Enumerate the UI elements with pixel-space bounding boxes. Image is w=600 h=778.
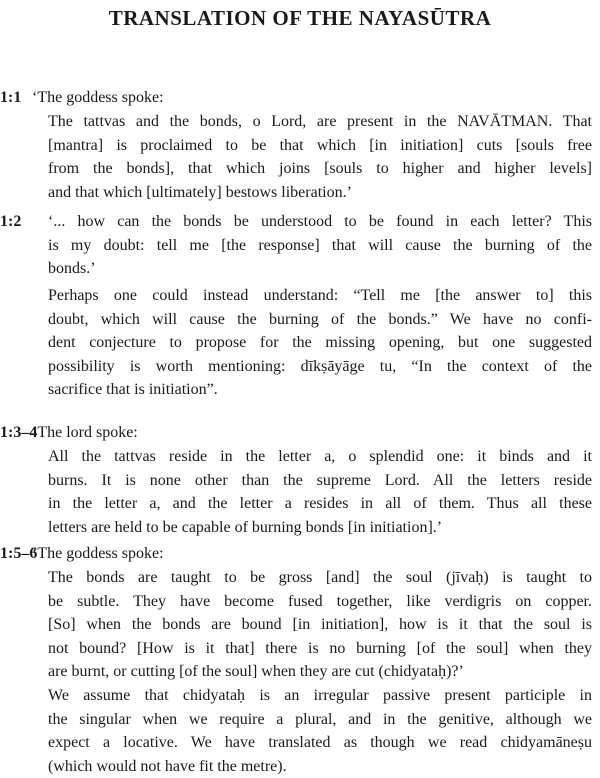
text-line: ‘... how can the bonds be understood to be found in each letter? This <box>48 210 592 234</box>
text-line: burns. It is none other than the supreme Lord. All the letters reside <box>48 469 592 493</box>
verse-ref: 1:2 <box>0 210 21 234</box>
commentary-paragraph <box>48 684 592 778</box>
text-line: Perhaps one could instead understand: “Tell me [the answer to] this <box>48 284 592 308</box>
text-line: doubt, which will cause the burning of the bonds.” We have no confi- <box>48 308 592 332</box>
verse-ref: 1:3–4 <box>0 421 37 445</box>
text-line: and that which [ultimately] bestows liberation.’ <box>48 181 592 205</box>
text-line: from the bonds], that which joins [souls to higher and higher levels] <box>48 157 592 181</box>
text-line: be subtle. They have become fused together, like verdigris on copper. <box>48 590 592 614</box>
text-line: letters are held to be capable of burning bonds [in initiation].’ <box>48 516 592 540</box>
text-line: [So] when the bonds are bound [in initiation], how is it that the soul is <box>48 613 592 637</box>
page-title: TRANSLATION OF THE NAYASŪTRA <box>0 6 600 31</box>
text-line: All the tattvas reside in the letter a, o splendid one: it binds and it <box>48 445 592 469</box>
verse-paragraph <box>48 445 592 539</box>
verse-ref: 1:1 <box>0 86 21 110</box>
verse-intro: ‘The goddess spoke: <box>32 86 164 110</box>
commentary-paragraph <box>48 284 592 402</box>
verse-paragraph <box>48 566 592 684</box>
text-line: sacrifice that is initiation”. <box>48 378 592 402</box>
text-line: in the letter a, and the letter a resides in all of them. Thus all these <box>48 492 592 516</box>
text-line: expect a locative. We have translated as though we read chidyamāneṣu <box>48 731 592 755</box>
text-line: The tattvas and the bonds, o Lord, are present in the NAVĀTMAN. That <box>48 110 592 134</box>
text-line: the singular when we require a plural, and in the genitive, although we <box>48 708 592 732</box>
text-line: not bound? [How is it that] there is no burning [of the soul] when they <box>48 637 592 661</box>
verse-paragraph <box>48 210 592 281</box>
verse-intro: ‘The lord spoke: <box>32 421 138 445</box>
text-line: are burnt, or cutting [of the soul] when they are cut (chidyataḥ)?’ <box>48 660 592 684</box>
text-line: The bonds are taught to be gross [and] the soul (jīvaḥ) is taught to <box>48 566 592 590</box>
text-line: (which would not have fit the metre). <box>48 755 592 778</box>
verse-paragraph <box>48 110 592 204</box>
text-line: is my doubt: tell me [the response] that will cause the burning of the <box>48 234 592 258</box>
verse-intro: ‘The goddess spoke: <box>32 542 164 566</box>
text-line: dent conjecture to propose for the missing opening, but one suggested <box>48 331 592 355</box>
text-line: We assume that chidyataḥ is an irregular passive present participle in <box>48 684 592 708</box>
verse-ref: 1:5–6 <box>0 542 37 566</box>
text-line: possibility is worth mentioning: dīkṣāyāge tu, “In the context of the <box>48 355 592 379</box>
text-line: bonds.’ <box>48 257 592 281</box>
text-line: [mantra] is proclaimed to be that which [in initiation] cuts [souls free <box>48 134 592 158</box>
